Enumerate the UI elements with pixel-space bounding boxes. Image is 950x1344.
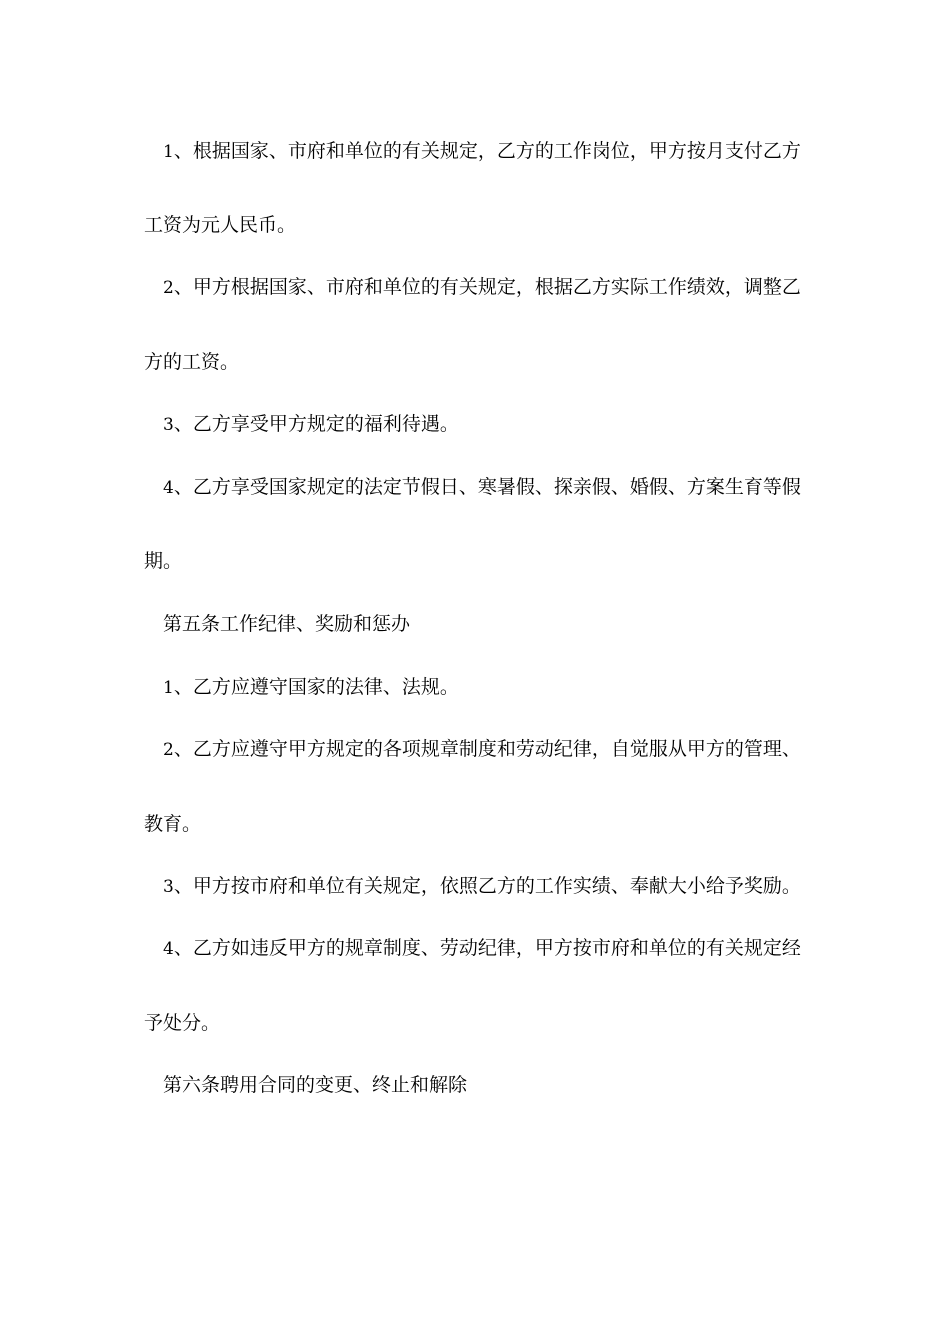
paragraph-text: 、乙方享受国家规定的法定节假日、寒暑假、探亲假、婚假、方案生育等假 bbox=[173, 476, 801, 498]
paragraph-4-1-line-2: 工资为元人民币。 bbox=[144, 214, 297, 236]
item-number: 2 bbox=[163, 278, 174, 298]
section-6-heading: 第六条聘用合同的变更、终止和解除 bbox=[163, 1074, 468, 1096]
paragraph-4-3-line-1 bbox=[163, 412, 459, 437]
paragraph-text: 、乙方应遵守国家的法律、法规。 bbox=[173, 676, 459, 698]
item-number: 1 bbox=[163, 142, 174, 162]
paragraph-5-2-line-1 bbox=[163, 737, 801, 762]
paragraph-5-3-line-1 bbox=[163, 874, 801, 899]
item-number: 3 bbox=[163, 877, 174, 897]
paragraph-text: 、乙方应遵守甲方规定的各项规章制度和劳动纪律，自觉服从甲方的管理、 bbox=[173, 738, 801, 760]
item-number: 4 bbox=[163, 478, 174, 498]
paragraph-4-1-line-1 bbox=[163, 139, 801, 164]
paragraph-5-4-line-1 bbox=[163, 936, 801, 961]
paragraph-text: 、根据国家、市府和单位的有关规定，乙方的工作岗位，甲方按月支付乙方 bbox=[173, 140, 801, 162]
paragraph-text: 、乙方享受甲方规定的福利待遇。 bbox=[173, 413, 459, 435]
paragraph-4-2-line-1 bbox=[163, 275, 801, 300]
paragraph-4-2-line-2: 方的工资。 bbox=[144, 351, 240, 373]
paragraph-text: 、甲方按市府和单位有关规定，依照乙方的工作实绩、奉献大小给予奖励。 bbox=[173, 875, 801, 897]
paragraph-5-1-line-1 bbox=[163, 675, 459, 700]
paragraph-text: 、乙方如违反甲方的规章制度、劳动纪律，甲方按市府和单位的有关规定经 bbox=[173, 937, 801, 959]
item-number: 3 bbox=[163, 415, 174, 435]
item-number: 1 bbox=[163, 678, 174, 698]
item-number: 2 bbox=[163, 740, 174, 760]
section-5-heading: 第五条工作纪律、奖励和惩办 bbox=[163, 613, 411, 635]
paragraph-text: 、甲方根据国家、市府和单位的有关规定，根据乙方实际工作绩效，调整乙 bbox=[173, 276, 801, 298]
paragraph-5-4-line-2: 予处分。 bbox=[144, 1012, 221, 1034]
paragraph-5-2-line-2: 教育。 bbox=[144, 813, 202, 835]
paragraph-4-4-line-2: 期。 bbox=[144, 550, 183, 572]
item-number: 4 bbox=[163, 939, 174, 959]
paragraph-4-4-line-1 bbox=[163, 475, 801, 500]
